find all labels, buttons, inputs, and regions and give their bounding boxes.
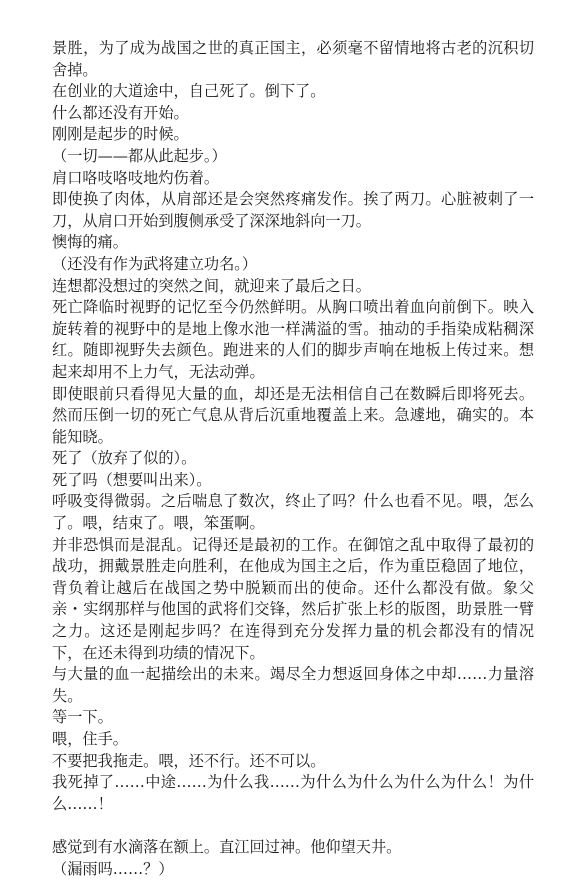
- paragraph: 景胜，为了成为战国之世的真正国主，必须毫不留情地将古老的沉积切舍掉。: [52, 39, 534, 79]
- paragraph: 即使眼前只看得见大量的血，却还是无法相信自己在数瞬后即将死去。然而压倒一切的死亡气息从背后沉重地覆盖上来。急遽地，确实的。本能知晓。: [52, 384, 534, 446]
- paragraph: 什么都还没有开始。: [52, 103, 189, 122]
- paragraph: 与大量的血一起描绘出的未来。竭尽全力想返回身体之中却……力量溶失。: [52, 665, 534, 705]
- paragraph: 不要把我拖走。喂，还不行。还不可以。: [52, 751, 326, 770]
- paragraph: 死亡降临时视野的记忆至今仍然鲜明。从胸口喷出着血向前倒下。映入旋转着的视野中的是地上像水池一样满溢的雪。抽动的手指染成粘稠深红。随即视野失去颜色。跑进来的人们的脚步声响在地板上传过来。想起来却用不上力气，无法动弹。: [52, 298, 534, 381]
- paragraph: （还没有作为武将建立功名。）: [52, 254, 258, 273]
- paragraph: 等一下。: [52, 708, 113, 727]
- paragraph: 刚刚是起步的时候。: [52, 125, 189, 144]
- paragraph: 死了吗（想要叫出来）。: [52, 470, 212, 489]
- paragraph: 懊悔的痛。: [52, 233, 128, 252]
- paragraph: 感觉到有水滴落在额上。直江回过神。他仰望天井。: [52, 837, 402, 856]
- paragraph: 喂，住手。: [52, 730, 128, 748]
- paragraph: （一切——都从此起步。）: [52, 146, 227, 165]
- paragraph: 死了（放弃了似的）。: [52, 449, 197, 468]
- paragraph: 肩口咯吱咯吱地灼伤着。: [52, 168, 220, 187]
- paragraph: 并非恐惧而是混乱。记得还是最初的工作。在御馆之乱中取得了最初的战功，拥戴景胜走向胜利，在他成为国主之后，作为重臣稳固了地位，背负着让越后在战国之势中脱颖而出的使命。还什么都没有做。象父亲・实纲那样与他国的武将们交锋，然后扩张上杉的版图，助景胜一臂之力。这还是刚起步吗？在连得到充分发挥力量的机会都没有的情况下，在还未得到功绩的情况下。: [52, 535, 534, 662]
- paragraph: （漏雨吗……？）: [52, 859, 174, 878]
- paragraph: 即使换了肉体，从肩部还是会突然疼痛发作。挨了两刀。心脏被刺了一刀，从肩口开始到腹侧承受了深深地斜向一刀。: [52, 190, 534, 230]
- paragraph: 呼吸变得微弱。之后喘息了数次，终止了吗？什么也看不见。喂，怎么了。喂，结束了。喂，笨蛋啊。: [52, 492, 534, 533]
- document-page: [52, 38, 534, 880]
- paragraph: 我死掉了……中途……为什么我……为什么为什么为什么为什么！为什么……！: [52, 773, 534, 813]
- paragraph: 在创业的大道途中，自己死了。倒下了。: [52, 82, 326, 101]
- paragraph: 连想都没想过的突然之间，就迎来了最后之日。: [52, 276, 371, 295]
